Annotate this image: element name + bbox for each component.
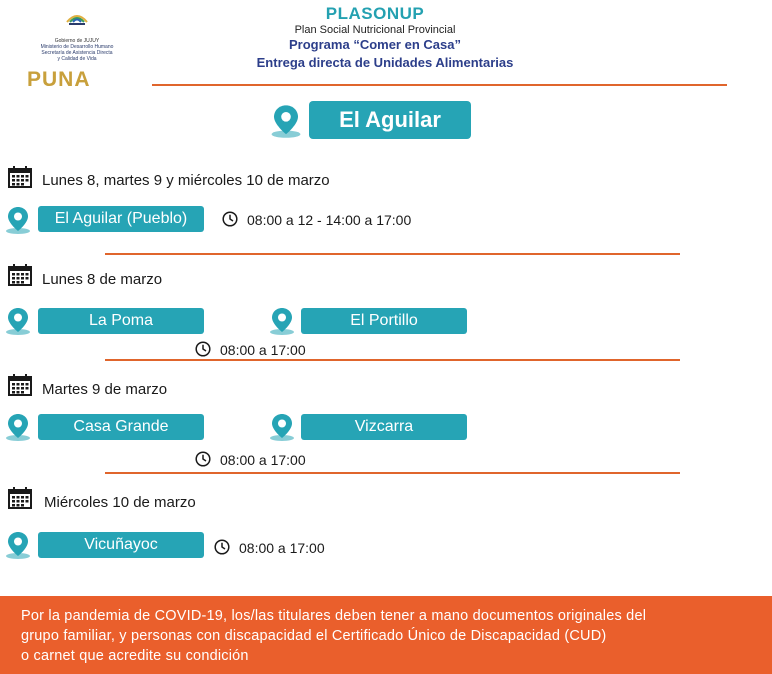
place-vicunayoc: Vicuñayoc — [38, 532, 204, 558]
program-title: PLASONUP — [325, 4, 425, 23]
notice-line-1: Por la pandemia de COVID-19, los/las titulares deben tener a mano documentos originales del — [21, 608, 647, 624]
location-pin-icon — [3, 530, 33, 560]
section-3-time: 08:00 a 17:00 — [220, 452, 306, 468]
header-divider — [152, 84, 727, 86]
logo-line-4: y Calidad de Vida — [57, 56, 97, 62]
clock-icon — [214, 539, 230, 555]
location-title: El Aguilar — [309, 101, 471, 139]
programa-subtitle: Programa “Comer en Casa” — [289, 37, 461, 52]
logo-line-3: Secretaría de Asistencia Directa — [41, 50, 113, 56]
region-label: PUNA — [27, 68, 91, 91]
location-pin-icon — [267, 306, 297, 336]
clock-icon — [195, 341, 211, 357]
clock-icon — [222, 211, 238, 227]
section-divider — [105, 359, 680, 361]
clock-icon — [195, 451, 211, 467]
calendar-icon — [8, 166, 32, 188]
place-la-poma: La Poma — [38, 308, 204, 334]
location-pin-icon — [268, 103, 304, 139]
location-pin-icon — [3, 412, 33, 442]
covid-notice — [0, 596, 772, 674]
section-3-date: Martes 9 de marzo — [42, 381, 168, 398]
section-2-date: Lunes 8 de marzo — [42, 271, 163, 288]
notice-line-2: grupo familiar, y personas con discapacidad el Certificado Único de Discapacidad (CUD) — [21, 628, 607, 644]
place-el-aguilar-pueblo: El Aguilar (Pueblo) — [38, 206, 204, 232]
section-1-time: 08:00 a 12 - 14:00 a 17:00 — [247, 212, 412, 228]
place-casa-grande: Casa Grande — [38, 414, 204, 440]
plan-subtitle: Plan Social Nutricional Provincial — [294, 24, 456, 36]
jujuy-emblem-icon — [64, 8, 90, 30]
location-pin-icon — [3, 306, 33, 336]
logo-line-2: Ministerio de Desarrollo Humano — [40, 44, 114, 50]
calendar-icon — [8, 487, 32, 509]
logo-line-1: Gobierno de JUJUY — [54, 38, 100, 44]
section-2-time: 08:00 a 17:00 — [220, 342, 306, 358]
notice-line-3: o carnet que acredite su condición — [21, 648, 249, 664]
entrega-subtitle: Entrega directa de Unidades Alimentarias — [256, 55, 514, 70]
section-4-time: 08:00 a 17:00 — [239, 540, 325, 556]
section-1-date: Lunes 8, martes 9 y miércoles 10 de marzo — [42, 172, 330, 189]
calendar-icon — [8, 264, 32, 286]
place-el-portillo: El Portillo — [301, 308, 467, 334]
calendar-icon — [8, 374, 32, 396]
section-4-date: Miércoles 10 de marzo — [44, 494, 196, 511]
location-pin-icon — [267, 412, 297, 442]
place-vizcarra: Vizcarra — [301, 414, 467, 440]
government-logo — [22, 8, 132, 62]
location-pin-icon — [3, 205, 33, 235]
section-divider — [105, 472, 680, 474]
section-divider — [105, 253, 680, 255]
